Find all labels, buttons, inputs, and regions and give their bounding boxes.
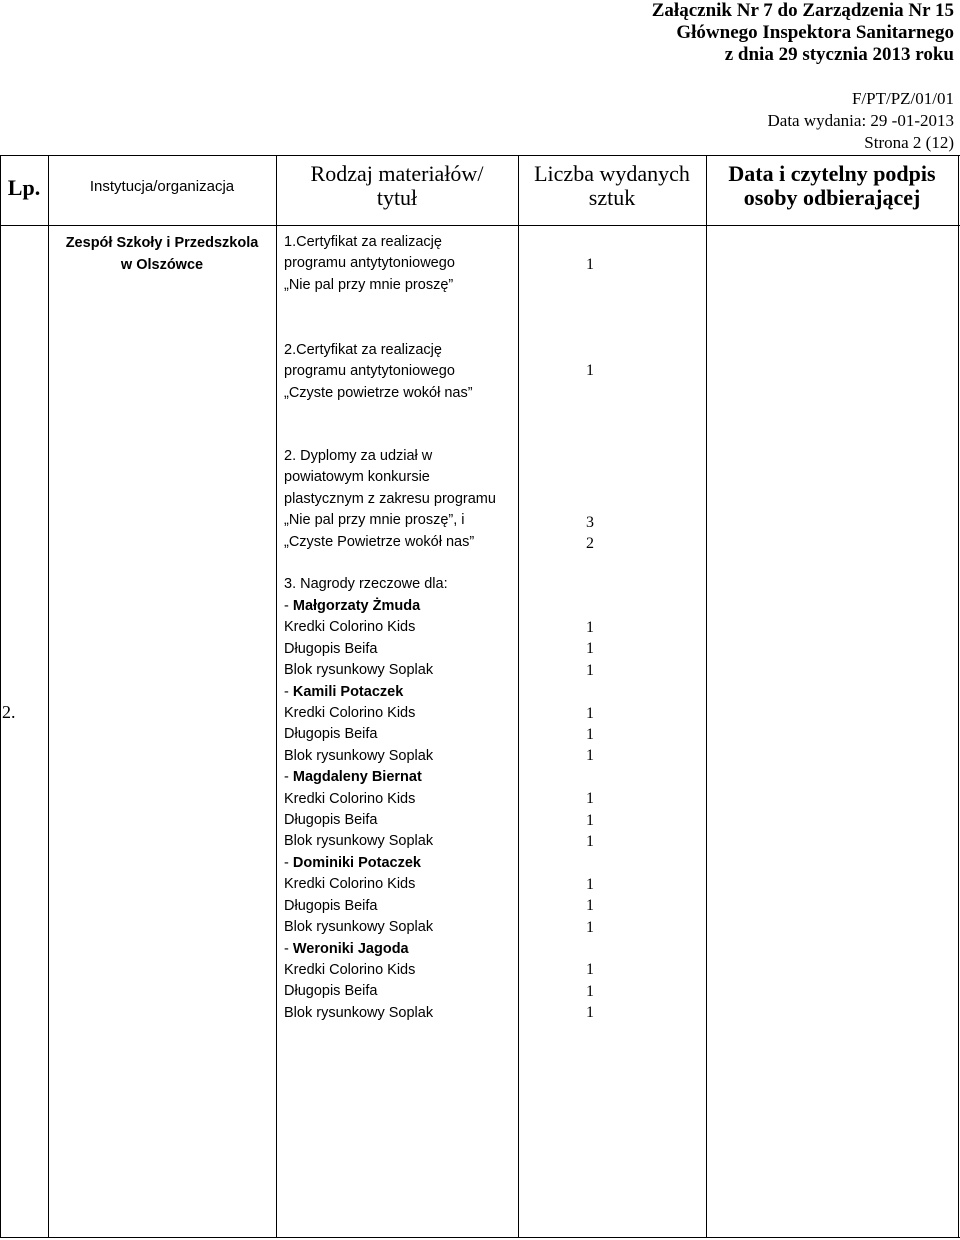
prize-count: 1 (586, 661, 594, 679)
col-header-lp: Lp. (7, 175, 41, 200)
material-item-1-line: „Nie pal przy mnie proszę” (284, 276, 454, 293)
material-item-3-line: „Nie pal przy mnie proszę”, i (284, 512, 465, 529)
prize-item: Kredki Colorino Kids (284, 705, 416, 722)
table-bottom-border (0, 1237, 960, 1238)
col-border-4 (706, 155, 707, 1238)
material-item-2-count: 1 (586, 362, 594, 379)
prize-item: Blok rysunkowy Soplak (284, 919, 434, 936)
recipient-name-text: Dominiki Potaczek (292, 854, 421, 871)
material-item-2-line: 2.Certyfikat za realizację (284, 342, 442, 358)
prize-count: 1 (586, 811, 594, 829)
prize-item: Blok rysunkowy Soplak (284, 1004, 434, 1021)
prize-count: 1 (586, 833, 594, 851)
prize-count: 1 (586, 619, 594, 636)
material-item-2 (284, 340, 473, 404)
recipient-name-text: Kamili Potaczek (292, 683, 404, 700)
institution-line-1: Zespół Szkoły i Przedszkola (65, 235, 259, 251)
prize-item: Kredki Colorino Kids (284, 876, 416, 893)
prize-count: 1 (586, 747, 594, 765)
document-code: F/PT/PZ/01/01 (851, 89, 954, 108)
col-header-count (518, 162, 706, 210)
material-item-3-count: 3 (586, 514, 594, 531)
recipient-name (284, 939, 433, 960)
prize-count: 1 (586, 982, 594, 1000)
prize-item: Długopis Beifa (284, 983, 378, 1000)
material-item-3 (284, 446, 496, 553)
prize-item: Długopis Beifa (284, 812, 378, 829)
prize-counts (586, 617, 594, 1024)
col-border-0 (0, 155, 1, 1238)
col-header-material-line-2: tytuł (376, 185, 418, 211)
col-border-3 (518, 155, 519, 1238)
prize-count: 1 (586, 726, 594, 744)
col-header-signature (706, 162, 958, 210)
col-border-5 (958, 155, 959, 1238)
prizes-intro: 3. Nagrody rzeczowe dla: (284, 576, 448, 592)
material-item-3-counts (586, 512, 594, 555)
recipient-name (284, 682, 433, 703)
prize-count: 1 (586, 790, 594, 808)
col-border-1 (48, 155, 49, 1238)
row-institution (48, 232, 276, 276)
recipient-dash: - (284, 598, 293, 614)
prize-count: 1 (586, 875, 594, 893)
prize-count: 1 (586, 1004, 594, 1022)
prize-count: 1 (586, 640, 594, 658)
prize-item: Kredki Colorino Kids (284, 790, 416, 807)
prize-count: 1 (586, 704, 594, 722)
prize-item: Blok rysunkowy Soplak (284, 747, 434, 764)
prize-count: 1 (586, 961, 594, 979)
prize-item: Blok rysunkowy Soplak (284, 833, 434, 850)
material-item-1-line: programu antytytoniowego (284, 255, 455, 272)
prize-item: Długopis Beifa (284, 726, 378, 743)
material-item-2-line: programu antytytoniowego (284, 363, 455, 380)
annex-line-3: z dnia 29 stycznia 2013 roku (724, 44, 954, 65)
material-item-1-count: 1 (586, 256, 594, 273)
col-header-count-line-2: sztuk (588, 185, 636, 211)
header-bottom-border (0, 225, 960, 226)
material-item-1-line: 1.Certyfikat za realizację (284, 234, 442, 250)
prize-count: 1 (586, 897, 594, 915)
col-header-signature-line-2: osoby odbierającej (743, 185, 921, 211)
recipient-name-text: Małgorzaty Żmuda (292, 598, 421, 614)
recipient-name (284, 596, 433, 617)
recipient-name (284, 853, 433, 874)
recipient-name (284, 767, 433, 788)
prize-item: Długopis Beifa (284, 897, 378, 914)
col-header-count-line-1: Liczba wydanych (534, 161, 690, 186)
col-header-institution: Instytucja/organizacja (89, 178, 235, 195)
col-header-material (276, 162, 518, 210)
material-item-2-line: „Czyste powietrze wokół nas” (284, 384, 473, 401)
prize-item: Długopis Beifa (284, 640, 378, 657)
material-item-3-count: 2 (586, 535, 594, 553)
material-item-3-line: plastycznym z zakresu programu (284, 490, 496, 507)
material-item-1 (284, 232, 455, 296)
col-header-material-line-1: Rodzaj materiałów/ (310, 161, 484, 186)
annex-header (652, 0, 954, 66)
prize-item: Kredki Colorino Kids (284, 619, 416, 636)
material-item-3-line: powiatowym konkursie (284, 469, 430, 486)
issue-date: Data wydania: 29 -01-2013 (767, 111, 954, 130)
material-item-3-line: „Czyste Powietrze wokół nas” (284, 533, 475, 550)
recipient-name-text: Weroniki Jagoda (292, 940, 409, 957)
institution-line-2: w Olszówce (120, 257, 204, 273)
col-border-2 (276, 155, 277, 1238)
material-item-3-line: 2. Dyplomy za udział w (284, 448, 433, 464)
annex-line-1: Załącznik Nr 7 do Zarządzenia Nr 15 (651, 0, 954, 21)
prize-count: 1 (586, 918, 594, 936)
recipient-dash: - (284, 940, 293, 957)
recipient-name-text: Magdaleny Biernat (292, 769, 422, 786)
prize-item: Blok rysunkowy Soplak (284, 662, 434, 679)
prize-item: Kredki Colorino Kids (284, 961, 416, 978)
recipient-dash: - (284, 854, 293, 871)
row-lp: 2. (2, 702, 16, 722)
col-header-signature-line-1: Data i czytelny podpis (728, 161, 936, 186)
recipient-dash: - (284, 769, 293, 786)
document-meta (768, 88, 954, 154)
recipient-dash: - (284, 683, 293, 700)
annex-line-2: Głównego Inspektora Sanitarnego (676, 22, 954, 43)
page-number: Strona 2 (12) (864, 133, 954, 152)
prize-recipients (284, 596, 433, 1024)
table-top-border (0, 155, 960, 156)
